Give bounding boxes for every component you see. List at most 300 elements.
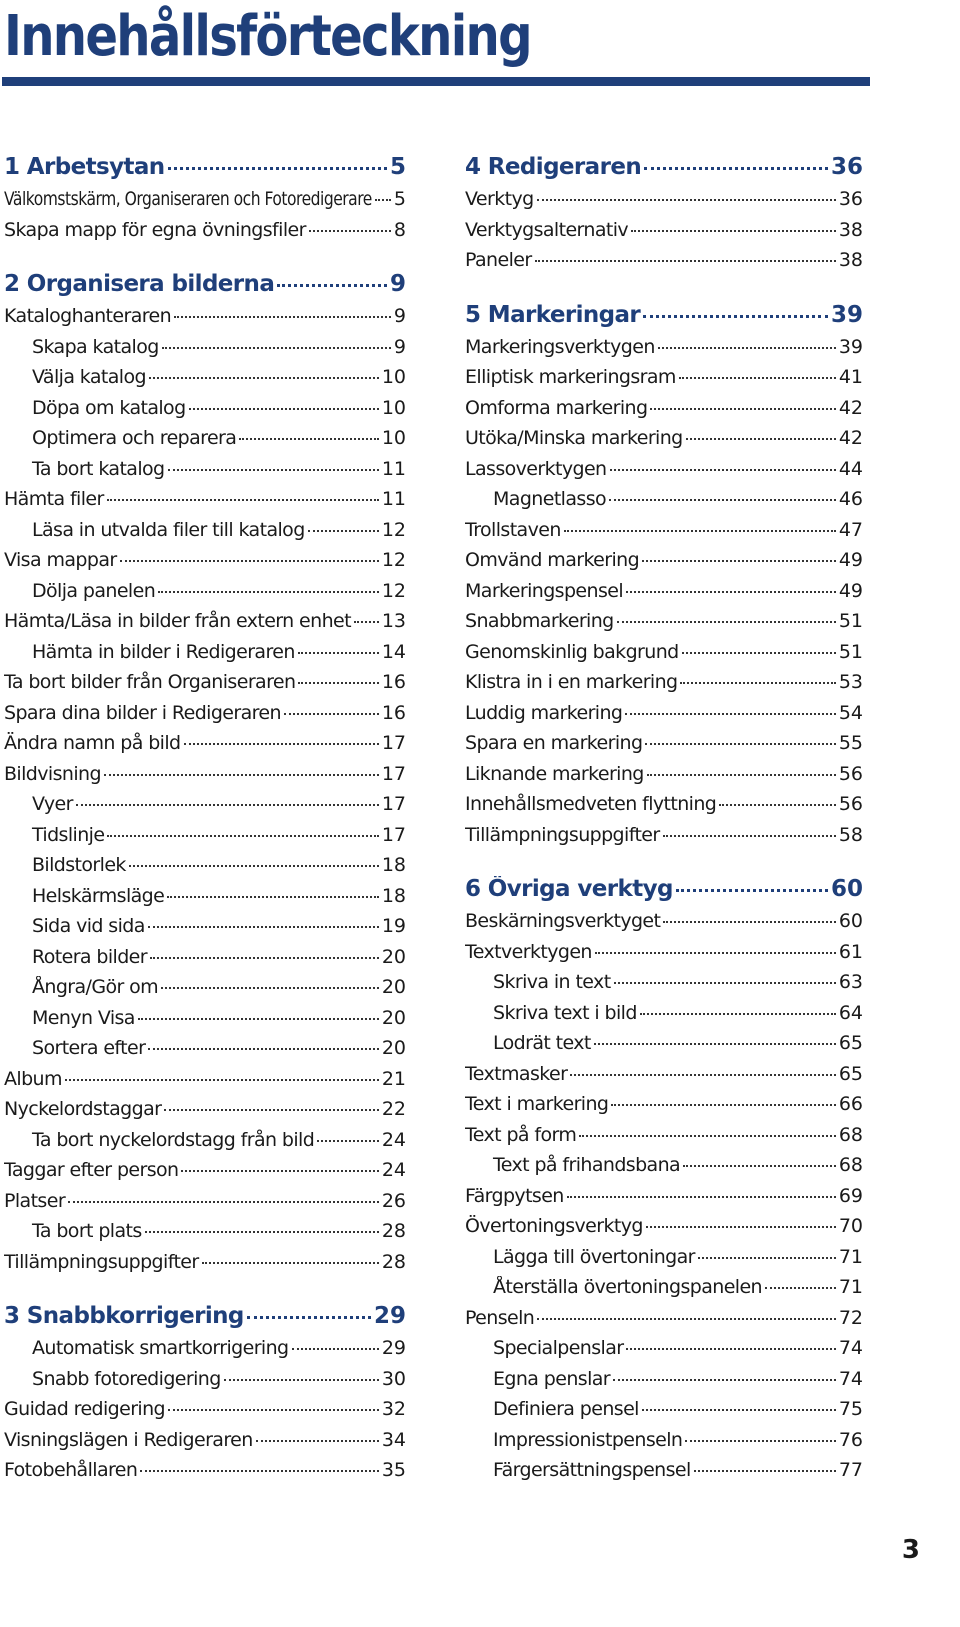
dot-leader [181,1170,378,1172]
page-ref: 36 [838,188,863,210]
entry-label: Lodrät text [493,1032,591,1054]
chapter-title: 6 Övriga verktyg [465,876,673,902]
page-ref: 38 [838,218,863,241]
page-ref: 34 [381,1428,406,1451]
toc-entry [465,1398,863,1429]
toc-entry [465,1032,863,1063]
dot-leader [309,230,391,232]
dot-leader [65,1079,379,1081]
dot-leader [317,1140,379,1142]
entry-label: Bildstorlek [32,854,126,876]
toc-entry [465,1063,863,1094]
toc-entry [4,854,406,885]
toc-entry [465,336,863,367]
page-ref: 49 [838,549,863,571]
dot-leader [645,743,835,745]
dot-leader [679,377,836,379]
toc-left-column [4,154,406,1490]
chapter-title: 3 Snabbkorrigering [4,1303,244,1329]
toc-entry [465,732,863,763]
entry-label: Omvänd markering [465,549,640,571]
toc-entry [4,427,406,458]
dot-leader [640,1013,836,1015]
entry-label: Penseln [465,1306,535,1329]
toc-entry [465,1459,863,1490]
page-ref: 14 [381,640,406,663]
dot-leader [642,560,836,562]
page-ref: 65 [838,1062,863,1085]
chapter-title: 4 Redigeraren [465,154,642,180]
toc-entry [465,641,863,672]
entry-label: Optimera och reparera [32,427,237,449]
entry-label: Textverktygen [465,940,592,963]
entry-label: Omforma markering [465,396,648,419]
dot-leader [626,591,836,593]
entry-label: Ändra namn på bild [4,732,181,754]
entry-label: Taggar efter person [4,1159,179,1181]
dot-leader [594,1043,836,1045]
page-ref: 51 [838,610,863,632]
page-ref: 20 [381,1037,406,1059]
toc-chapter [4,154,406,188]
toc-entry [465,793,863,824]
toc-entry [4,1459,406,1490]
toc-entry [4,732,406,763]
toc-entry [4,793,406,824]
dot-leader [609,499,836,501]
entry-label: Liknande markering [465,762,644,785]
entry-label: Impressionistpenseln [493,1428,683,1451]
page-number: 3 [901,1535,920,1565]
entry-label: Sida vid sida [32,915,145,937]
page-ref: 70 [838,1215,863,1237]
toc-entry [465,249,863,280]
entry-label: Utöka/Minska markering [465,427,683,449]
page-ref: 53 [838,671,863,693]
page-ref: 13 [381,610,406,632]
page-ref: 74 [838,1367,863,1390]
toc-entry [4,915,406,946]
dot-leader [202,1262,379,1264]
dot-leader [686,438,836,440]
page-ref: 9 [389,271,406,297]
dot-leader [284,713,379,715]
dot-leader [76,804,379,806]
page-ref: 71 [838,1245,863,1268]
entry-label: Specialpenslar [493,1337,624,1359]
toc-entry [4,305,406,336]
page-ref: 10 [381,427,406,449]
page-ref: 32 [381,1398,406,1420]
toc-entry [465,610,863,641]
page-ref: 66 [838,1093,863,1115]
entry-label: Vyer [32,793,73,815]
dot-leader [148,1048,378,1050]
dot-leader [579,1135,836,1137]
page-ref: 29 [373,1303,406,1329]
page-ref: 12 [381,549,406,571]
entry-label: Verktygsalternativ [465,218,629,241]
page-ref: 5 [389,154,406,180]
entry-label: Övertoningsverktyg [465,1215,643,1237]
entry-label: Kataloghanteraren [4,305,172,327]
entry-label: Fotobehållaren [4,1459,138,1481]
page-ref: 16 [381,671,406,693]
page-ref: 9 [393,335,406,358]
entry-label: Döpa om katalog [32,396,186,419]
page-ref: 19 [381,915,406,937]
dot-leader [375,199,391,201]
dot-leader [68,1201,379,1203]
dot-leader [646,1226,836,1228]
dot-leader [224,1379,379,1381]
entry-label: Elliptisk markeringsram [465,366,676,388]
dot-leader [292,1348,379,1350]
entry-label: Markeringsverktygen [465,335,655,358]
page-ref: 28 [381,1220,406,1242]
entry-label: Skriva text i bild [493,1001,637,1024]
toc-entry [4,1068,406,1099]
entry-label: Album [4,1067,62,1090]
dot-leader [682,652,836,654]
toc-entry [465,366,863,397]
entry-label: Magnetlasso [493,488,607,510]
dot-leader [647,774,836,776]
toc-entry [4,1007,406,1038]
page-ref: 46 [838,488,863,510]
entry-label: Skapa mapp för egna övningsfiler [4,218,306,241]
dot-leader [535,260,836,262]
entry-label: Text på form [465,1123,577,1146]
entry-label: Välja katalog [32,366,146,388]
page-ref: 56 [838,762,863,785]
page-ref: 20 [381,1006,406,1029]
entry-label: Klistra in i en markering [465,671,678,693]
page-ref: 49 [838,579,863,602]
entry-label: Ångra/Gör om [32,976,159,998]
dot-leader [617,621,836,623]
toc-entry [4,1098,406,1129]
page-ref: 38 [838,249,863,271]
toc-entry [465,1246,863,1277]
toc-entry [4,336,406,367]
toc-entry [465,1002,863,1033]
toc-entry [465,219,863,250]
toc-entry [4,1429,406,1460]
page-ref: 60 [838,910,863,932]
entry-label: Återställa övertoningspanelen [493,1276,762,1298]
dot-leader [642,1409,836,1411]
entry-label: Nyckelordstaggar [4,1098,162,1120]
toc-entry [465,910,863,941]
toc-entry [465,1429,863,1460]
entry-label: Trollstaven [465,518,561,541]
toc-entry [4,1190,406,1221]
dot-leader [256,1440,379,1442]
dot-leader [567,1196,836,1198]
page-ref: 55 [838,732,863,754]
page-ref: 35 [381,1459,406,1481]
toc-chapter [465,154,863,188]
dot-leader [354,621,379,623]
toc-entry [465,1368,863,1399]
entry-label: Välkomstskärm, Organiseraren och Fotoredigerare [4,188,372,210]
page-ref: 17 [381,732,406,754]
chapter-title: 5 Markeringar [465,301,641,328]
toc-entry [4,397,406,428]
toc-entry [465,188,863,219]
toc-entry [465,458,863,489]
entry-label: Hämta filer [4,488,104,510]
dot-leader [120,560,379,562]
entry-label: Lassoverktygen [465,457,607,480]
dot-leader [564,530,836,532]
entry-label: Lägga till övertoningar [493,1245,695,1268]
toc-entry [465,427,863,458]
dot-leader [150,957,379,959]
page-ref: 39 [838,335,863,358]
toc-entry [4,219,406,250]
toc-entry [465,549,863,580]
page-ref: 51 [838,640,863,663]
dot-leader [138,1018,379,1020]
dot-leader [174,316,391,318]
entry-label: Snabb fotoredigering [32,1367,221,1390]
entry-label: Automatisk smartkorrigering [32,1337,289,1359]
entry-label: Ta bort katalog [32,457,165,480]
page-ref: 69 [838,1184,863,1207]
entry-label: Hämta/Läsa in bilder från extern enhet [4,610,351,632]
page-ref: 8 [393,218,406,241]
dot-leader [685,1440,835,1442]
entry-label: Paneler [465,249,532,271]
page-ref: 72 [838,1306,863,1329]
page-ref: 60 [830,876,863,902]
toc-chapter [465,302,863,336]
dot-leader [298,652,379,654]
entry-label: Färgersättningspensel [493,1459,691,1481]
toc-entry [465,824,863,855]
page-ref: 12 [381,518,406,541]
dot-leader [140,1470,379,1472]
dot-leader [537,1318,836,1320]
dot-leader [610,469,836,471]
entry-label: Helskärmsläge [32,884,165,907]
toc-entry [4,763,406,794]
dot-leader [537,199,836,201]
entry-label: Spara en markering [465,732,643,754]
dot-leader [650,408,835,410]
toc-entry [4,610,406,641]
toc-entry [4,519,406,550]
dot-leader [680,682,835,684]
toc-entry [465,763,863,794]
page-ref: 30 [381,1367,406,1390]
toc-entry [465,971,863,1002]
dot-leader [611,1104,835,1106]
dot-leader [164,1109,378,1111]
entry-label: Snabbmarkering [465,610,614,632]
toc-entry [465,1215,863,1246]
dot-leader [168,1409,379,1411]
page-ref: 36 [830,154,863,180]
toc-entry [465,1124,863,1155]
page-ref: 5 [393,188,406,210]
dot-leader [107,835,378,837]
dot-leader [107,499,379,501]
dot-leader [168,167,387,170]
toc-entry [465,1337,863,1368]
page-ref: 42 [838,396,863,419]
toc-entry [4,946,406,977]
dot-leader [189,408,379,410]
page-ref: 75 [838,1398,863,1420]
entry-label: Markeringspensel [465,579,624,602]
page-ref: 42 [838,427,863,449]
toc-entry [465,1093,863,1124]
page-ref: 29 [381,1337,406,1359]
dot-leader [595,952,836,954]
entry-label: Ta bort bilder från Organiseraren [4,671,296,693]
dot-leader [145,1231,379,1233]
toc-entry [4,1337,406,1368]
page-ref: 11 [381,457,406,480]
dot-leader [149,377,379,379]
toc-entry [4,671,406,702]
dot-leader [613,1379,836,1381]
toc-entry [4,641,406,672]
page-ref: 18 [381,854,406,876]
toc-entry [465,941,863,972]
toc-entry [4,188,406,219]
entry-label: Färgpytsen [465,1184,564,1207]
entry-label: Textmasker [465,1062,568,1085]
dot-leader [626,1348,835,1350]
toc-entry [4,1220,406,1251]
page-ref: 24 [381,1159,406,1181]
page-ref: 20 [381,976,406,998]
entry-label: Bildvisning [4,762,101,785]
page-ref: 28 [381,1250,406,1273]
toc-entry [4,458,406,489]
toc-entry [465,702,863,733]
entry-label: Guidad redigering [4,1398,166,1420]
entry-label: Visa mappar [4,549,117,571]
entry-label: Spara dina bilder i Redigeraren [4,701,281,724]
dot-leader [277,284,387,287]
page-ref: 58 [838,823,863,846]
page-ref: 61 [838,940,863,963]
entry-label: Ta bort plats [32,1220,142,1242]
toc-entry [4,1159,406,1190]
page-ref: 74 [838,1337,863,1359]
page-ref: 17 [381,793,406,815]
toc-entry [4,549,406,580]
dot-leader [167,896,379,898]
toc-entry [4,366,406,397]
entry-label: Skapa katalog [32,335,159,358]
dot-leader [631,230,836,232]
page-ref: 11 [381,488,406,510]
title-rule [2,77,870,86]
dot-leader [676,889,828,892]
entry-label: Visningslägen i Redigeraren [4,1428,253,1451]
dot-leader [168,469,379,471]
entry-label: Läsa in utvalda filer till katalog [32,518,305,541]
page-ref: 10 [381,366,406,388]
dot-leader [129,865,379,867]
page-ref: 63 [838,971,863,993]
entry-label: Sortera efter [32,1037,146,1059]
page-ref: 20 [381,945,406,968]
page-ref: 47 [838,518,863,541]
dot-leader [184,743,379,745]
dot-leader [148,926,379,928]
dot-leader [104,774,379,776]
dot-leader [298,682,378,684]
dot-leader [308,530,379,532]
entry-label: Text på frihandsbana [493,1154,681,1176]
page-ref: 76 [838,1428,863,1451]
toc-entry [4,885,406,916]
page-ref: 68 [838,1154,863,1176]
entry-label: Beskärningsverktyget [465,910,661,932]
page-ref: 26 [381,1189,406,1212]
toc-entry [4,824,406,855]
page-ref: 68 [838,1123,863,1146]
toc-entry [465,397,863,428]
entry-label: Menyn Visa [32,1006,135,1029]
chapter-title: 2 Organisera bilderna [4,271,275,297]
toc-entry [4,1368,406,1399]
entry-label: Tidslinje [32,823,105,846]
entry-label: Hämta in bilder i Redigeraren [32,640,295,663]
chapter-title: 1 Arbetsytan [4,154,165,180]
page-ref: 54 [838,701,863,724]
toc-entry [4,1398,406,1429]
entry-label: Genomskinlig bakgrund [465,640,679,663]
page-ref: 12 [381,579,406,602]
toc-chapter [4,271,406,305]
entry-label: Text i markering [465,1093,609,1115]
dot-leader [643,315,828,318]
dot-leader [683,1165,836,1167]
entry-label: Dölja panelen [32,579,156,602]
dot-leader [663,921,835,923]
entry-label: Innehållsmedveten flyttning [465,793,717,815]
toc-chapter [4,1303,406,1337]
entry-label: Egna penslar [493,1367,611,1390]
dot-leader [239,438,378,440]
page-ref: 64 [838,1001,863,1024]
toc-entry [4,580,406,611]
toc-entry [465,488,863,519]
dot-leader [765,1287,836,1289]
page-ref: 41 [838,366,863,388]
toc-entry [465,1154,863,1185]
toc-right-column [465,154,863,1490]
dot-leader [719,804,836,806]
entry-label: Platser [4,1189,66,1212]
entry-label: Ta bort nyckelordstagg från bild [32,1128,315,1151]
page-ref: 71 [838,1276,863,1298]
dot-leader [570,1074,836,1076]
toc-entry [465,1307,863,1338]
page-ref: 39 [830,301,863,328]
dot-leader [625,713,835,715]
toc-entry [465,519,863,550]
page-ref: 65 [838,1032,863,1054]
